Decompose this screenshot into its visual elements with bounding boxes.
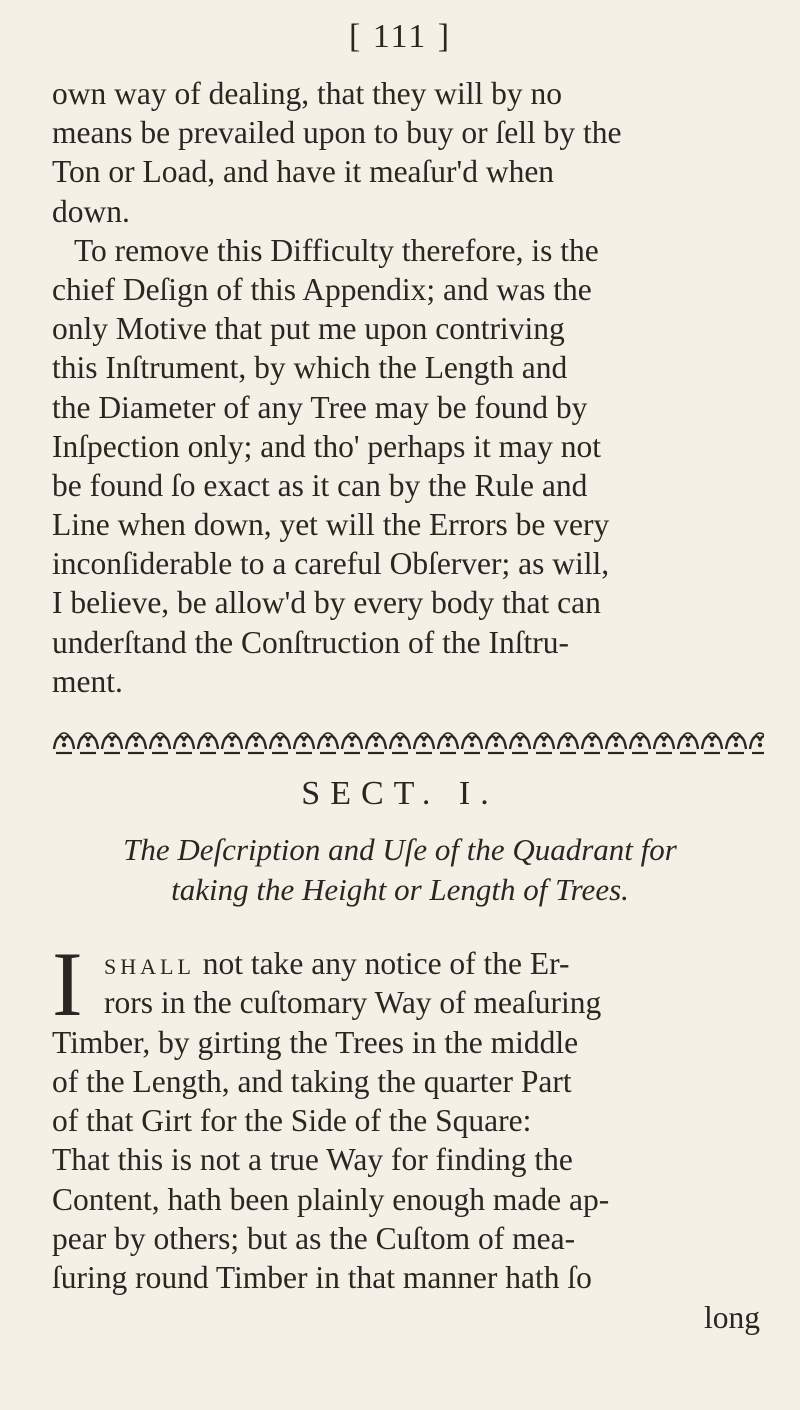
text-line: ſuring round Timber in that manner hath ſo <box>52 1260 592 1296</box>
section-heading: SECT. I. <box>301 775 499 812</box>
text-line: Ton or Load, and have it meaſur'd when <box>52 154 555 190</box>
text-line: Content, hath been plainly enough made ap- <box>52 1181 610 1217</box>
small-caps-word: SHALL <box>104 954 195 979</box>
text-line: only Motive that put me upon contriving <box>52 311 565 347</box>
text-line: ment. <box>52 663 123 699</box>
section-paragraph <box>52 933 764 1337</box>
text-line: the Diameter of any Tree may be found by <box>52 389 588 425</box>
text-line: chief Deſign of this Appendix; and was the <box>52 271 592 307</box>
text-line: this Inſtrument, by which the Length and <box>52 350 568 386</box>
text-line <box>52 944 764 983</box>
text-line: I believe, be allow'd by every body that can <box>52 585 601 621</box>
text-line: of the Length, and taking the quarter Part <box>52 1063 572 1099</box>
text-line: be found ſo exact as it can by the Rule and <box>52 467 588 503</box>
text-line: of that Girt for the Side of the Square: <box>52 1103 532 1139</box>
text-line: To remove this Difficulty therefore, is the <box>74 232 599 268</box>
text-line: own way of dealing, that they will by no <box>52 76 563 111</box>
decorative-border-ornament <box>52 727 764 757</box>
text-line: That this is not a true Way for finding the <box>52 1142 573 1178</box>
opening-paragraph <box>52 74 764 701</box>
text-line: means be prevailed upon to buy or ſell by the <box>52 115 622 151</box>
drop-cap: I <box>52 933 83 1035</box>
text-line: Line when down, yet will the Errors be very <box>52 507 610 543</box>
text-line: inconſiderable to a careful Obſerver; as will, <box>52 546 610 582</box>
section-subtitle <box>0 830 800 910</box>
text-line: underſtand the Conſtruction of the Inſtru- <box>52 624 569 660</box>
page-number: [ 111 ] <box>348 18 452 55</box>
text-line: Inſpection only; and tho' perhaps it may not <box>52 428 601 464</box>
text-line: rors in the cuſtomary Way of meaſuring <box>104 985 602 1021</box>
catchword: long <box>703 1299 760 1335</box>
text-line: pear by others; but as the Cuſtom of mea- <box>52 1221 576 1257</box>
text-fragment: not take any notice of the Er- <box>194 946 570 981</box>
subtitle-line: The Deſcription and Uſe of the Quadrant for <box>123 832 677 867</box>
text-line: Timber, by girting the Trees in the middle <box>52 1024 579 1060</box>
text-line: down. <box>52 193 130 229</box>
subtitle-line: taking the Height or Length of Trees. <box>171 872 629 907</box>
